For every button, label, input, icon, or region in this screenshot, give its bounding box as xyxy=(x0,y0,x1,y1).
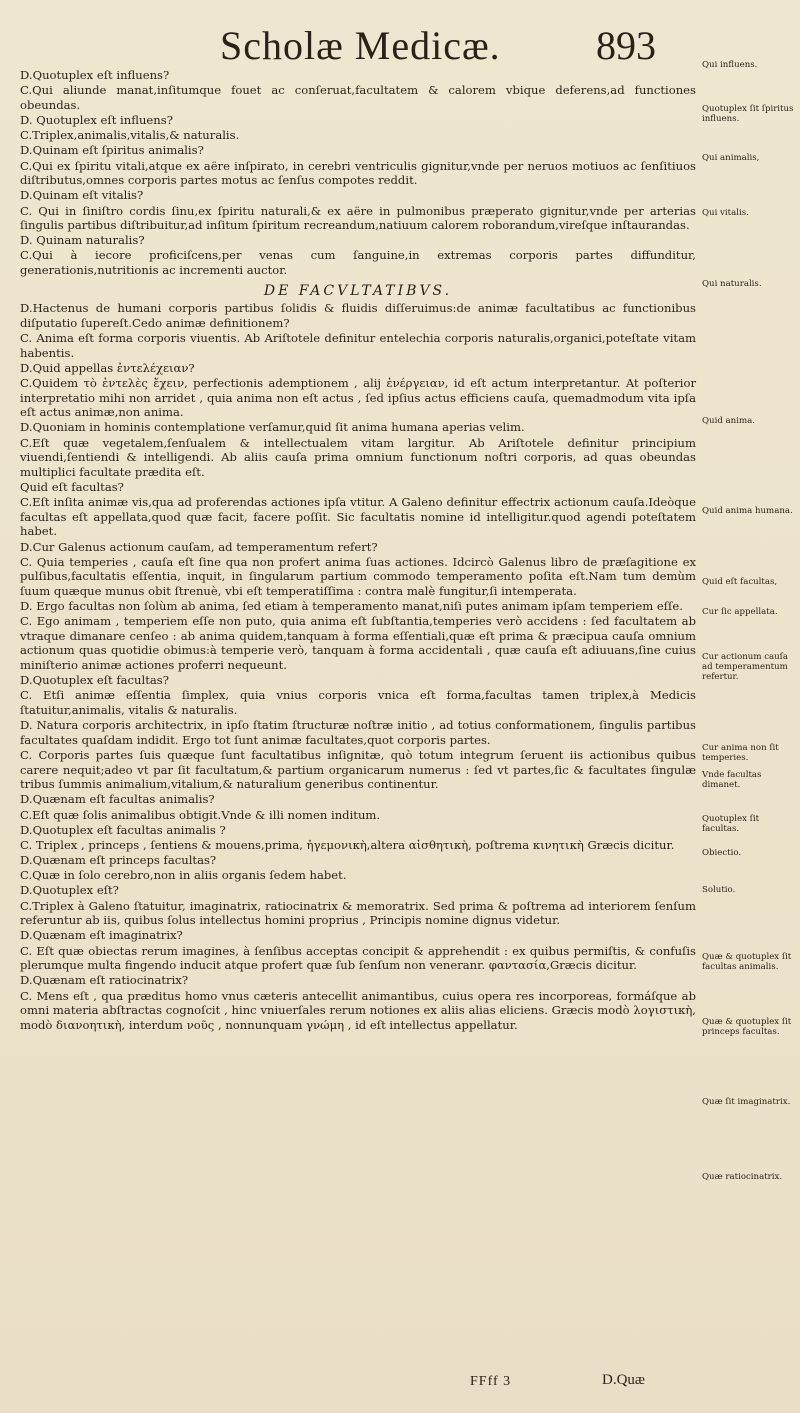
signature-mark: FFff 3 xyxy=(470,1374,512,1389)
answer-paragraph: C. Mens eſt , qua præditus homo vnus cæteris antecellit animantibus, cuius opera res incorporeas, formáſque ab omni materia abſtractas cognoſcit , hinc vniuerſales rerum notiones ex aliis alias eliciens. Græcis modò λογιστικὴ, modò διανοητικὴ, interdum νοῦς , nonnunquam γνώμη , id eſt intellectus appellatur. xyxy=(20,988,696,1032)
answer-paragraph: C.Triplex,animalis,vitalis,& naturalis. xyxy=(20,128,240,143)
question-paragraph: D.Quotuplex eſt facultas animalis ? xyxy=(20,822,226,837)
question-paragraph: D. Ergo facultas non ſolùm ab anima, ſed etiam à temperamento manat,niſi putes animam ipſam temperiem eſſe. xyxy=(20,599,683,614)
answer-paragraph: C. Quia temperies , cauſa eſt ſine qua non profert anima ſuas actiones. Idcircò Galenus libro de præſagitione ex pulſibus,facultatis eſſentia, inquit, in ſingularum partium commodo temperamento poſita eſt.Nam tum demùm ſuum quæque munus obit ſtrenuè, vbi eſt temperatiſſima : contra malè fungitur,ſi intemperata. xyxy=(20,554,696,598)
question-paragraph: D.Quotuplex eſt facultas? xyxy=(20,673,169,688)
answer-paragraph: C. Anima eſt forma corporis viuentis. Ab Ariſtotele definitur entelechia corporis naturalis,organici,poteſtate vitam habentis. xyxy=(20,331,696,360)
question-paragraph: D. Quotuplex eſt influens? xyxy=(20,112,173,127)
answer-paragraph: C.Qui ex ſpiritu vitali,atque ex aëre inſpirato, in cerebri ventriculis gignitur,vnde per neruos motiuos ac ſenſitiuos diſtributus,omnes corporis partes motus ac ſenſus compotes reddit. xyxy=(20,158,696,188)
margin-note: Quæ & quotuplex ſit princeps facultas. xyxy=(702,1017,792,1037)
question-paragraph: D.Quænam eſt princeps facultas? xyxy=(20,853,217,868)
answer-paragraph: C.Qui à iecore proficiſcens,per venas cum ſanguine,in extremas corporis partes diffunditur, generationis,nutritionis ac incrementi auctor. xyxy=(20,248,696,278)
margin-note: Quid eſt facultas, xyxy=(702,577,778,587)
running-head: Scholæ Medicæ. xyxy=(220,23,501,68)
question-paragraph: Quid eſt facultas? xyxy=(20,479,124,494)
question-paragraph: D.Quid appellas ἐντελέχειαν? xyxy=(20,360,195,375)
margin-note: Quotuplex ſit facultas. xyxy=(702,814,760,834)
margin-note: Quotuplex ſit ſpiritus influens. xyxy=(702,104,794,124)
page-header xyxy=(0,22,800,72)
catchword: D.Quæ xyxy=(602,1372,645,1388)
answer-paragraph: C.Quæ in ſolo cerebro,non in aliis organis ſedem habet. xyxy=(20,868,347,883)
question-paragraph: D.Quænam eſt imaginatrix? xyxy=(20,928,183,943)
question-paragraph: D.Cur Galenus actionum cauſam, ad temperamentum refert? xyxy=(20,539,378,554)
answer-paragraph: C. Etſi animæ eſſentia ſimplex, quia vnius corporis vnica eſt forma,facultas tamen triplex,à Medicis ſtatuitur,animalis, vitalis & naturalis. xyxy=(20,688,696,717)
answer-paragraph: C.Triplex à Galeno ſtatuitur, imaginatrix, ratiocinatrix & memoratrix. Sed prima & poſtrema ad interiorem ſenſum referuntur ab iis, quibus ſolus intellectus homini proprius , Principis nomine dignus videtur. xyxy=(20,898,696,928)
answer-paragraph: C.Eſt quæ ſolis animalibus obtigit.Vnde & illi nomen inditum. xyxy=(20,807,381,822)
margin-note: Qui influens. xyxy=(702,60,758,70)
question-paragraph: D.Quotuplex eſt influens? xyxy=(20,68,170,82)
margin-note: Cur actionum cauſa ad temperamentum refertur. xyxy=(702,652,788,682)
margin-note: Quæ ſit imaginatrix. xyxy=(702,1097,791,1107)
margin-note: Quid anima. xyxy=(702,416,755,426)
question-paragraph: D.Quinam eſt vitalis? xyxy=(20,188,144,203)
answer-paragraph: C. Corporis partes ſuis quæque ſunt facultatibus inſignitæ, quò totum integrum ſeruent iis actionibus quibus carere nequit;adeo vt par ſit facultatum,& partium organicarum numerus : ſed vt partes,ſic & facultates ſingulæ tribus ſummis animalium,vitalium,& naturalium generibus continentur. xyxy=(20,747,696,792)
question-paragraph: D. Natura corporis architectrix, in ipſo ſtatim ſtructuræ noſtræ initio , ad totius conformationem, ſingulis partibus facultates quaſdam indidit. Ergo tot ſunt animæ facultates,quot corporis partes. xyxy=(20,718,696,747)
question-paragraph: D.Hactenus de humani corporis partibus ſolidis & fluidis diſſeruimus:de animæ facultatibus ac functionibus diſputatio ſupereſt.Cedo animæ definitionem? xyxy=(20,301,696,330)
question-paragraph: D.Quoniam in hominis contemplatione verſamur,quid ſit anima humana aperias velim. xyxy=(20,420,525,435)
margin-note: Qui naturalis. xyxy=(702,279,762,289)
answer-paragraph: C. Eſt quæ obiectas rerum imagines, à ſenſibus acceptas concipit & apprehendit : ex quibus permiſtis, & confuſis plerumque multa fingendo inducit atque profert quæ ſub ſenſum non veneranr. φαντασία,Græcis dicitur. xyxy=(20,943,696,973)
margin-note: Cur anima non ſit temperies. xyxy=(702,743,779,763)
page-number: 893 xyxy=(596,23,656,68)
margin-note: Cur ſic appellata. xyxy=(702,607,778,617)
page-footer xyxy=(0,1374,800,1398)
question-paragraph: D.Quinam eſt ſpiritus animalis? xyxy=(20,143,204,158)
margin-note: Qui vitalis. xyxy=(702,208,749,218)
margin-note: Solutio. xyxy=(702,885,736,895)
margin-note: Obiectio. xyxy=(702,848,742,858)
answer-paragraph: C.Quidem τὸ ἐντελὲς ἔχειν, perfectionis ademptionem , alij ἐνέργειαν, id eſt actum interpretantur. At poſterior interpretatio mihi non arridet , quia anima non eſt actus , ſed ipſius actus efficiens cauſa, quemadmodum vita ipſa eſt actus animæ,non anima. xyxy=(20,376,696,420)
answer-paragraph: C. Ego animam , temperiem eſſe non puto, quia anima eſt ſubſtantia,temperies verò accidens : ſed facultatem ab vtraque dimanare cenſeo : ab anima quidem,tanquam à forma eſſentiali,quæ eſt prima & præcipua cauſa omnium actionum quas quotidie obimus:à temperie verò, tanquam à forma accidentali , quæ cauſa eſt adiuuans,ſine cuius miniſterio animæ actiones proferri nequeunt. xyxy=(20,614,696,673)
main-text-column xyxy=(20,68,696,1033)
question-paragraph: D. Quinam naturalis? xyxy=(20,233,145,248)
margin-note: Quæ & quotuplex ſit facultas animalis. xyxy=(702,952,792,972)
section-title: DE FACVLTATIBVS. xyxy=(263,282,453,299)
question-paragraph: D.Quænam eſt facultas animalis? xyxy=(20,792,215,807)
question-paragraph: D.Quænam eſt ratiocinatrix? xyxy=(20,973,189,988)
answer-paragraph: C.Eſt quæ vegetalem,ſenſualem & intellectualem vitam largitur. Ab Ariſtotele definitur principium viuendi,ſentiendi & intelligendi. Ab aliis cauſa prima omnium functionum noſtri corporis, ad quas obeundas multiplici facultate prædita eſt. xyxy=(20,435,696,479)
margin-note: Vnde facultas dimanet. xyxy=(702,770,762,790)
answer-paragraph: C. Triplex , princeps , ſentiens & mouens,prima, ἡγεμονικὴ,altera αἰσθητικὴ, poſtrema κινητικὴ Græcis dicitur. xyxy=(20,837,675,852)
margin-note: Quid anima humana. xyxy=(702,506,793,516)
question-paragraph: D.Quotuplex eſt? xyxy=(20,883,119,898)
answer-paragraph: C.Qui aliunde manat,inſitumque fouet ac conſeruat,facultatem & calorem vbique deferens,ad functiones obeundas. xyxy=(20,83,696,112)
margin-note: Quæ ratiocinatrix. xyxy=(702,1172,783,1182)
answer-paragraph: C.Eſt inſita animæ vis,qua ad proferendas actiones ipſa vtitur. A Galeno definitur effectrix actionum cauſa.Ideòque facultas eſt appellata,quod quæ facit, facere poſſit. Sic facultatis nomine id intelligitur.quod agendi poteſtatem habet. xyxy=(20,495,696,539)
answer-paragraph: C. Qui in ſiniſtro cordis ſinu,ex ſpiritu naturali,& ex aëre in pulmonibus præperato gignitur,vnde per arterias ſingulis partibus diſtribuitur,ad inſitum ſpiritum recreandum,natiuum calorem roborandum,vireſque inſtaurandas. xyxy=(20,203,696,233)
margin-note: Qui animalis, xyxy=(702,153,760,163)
